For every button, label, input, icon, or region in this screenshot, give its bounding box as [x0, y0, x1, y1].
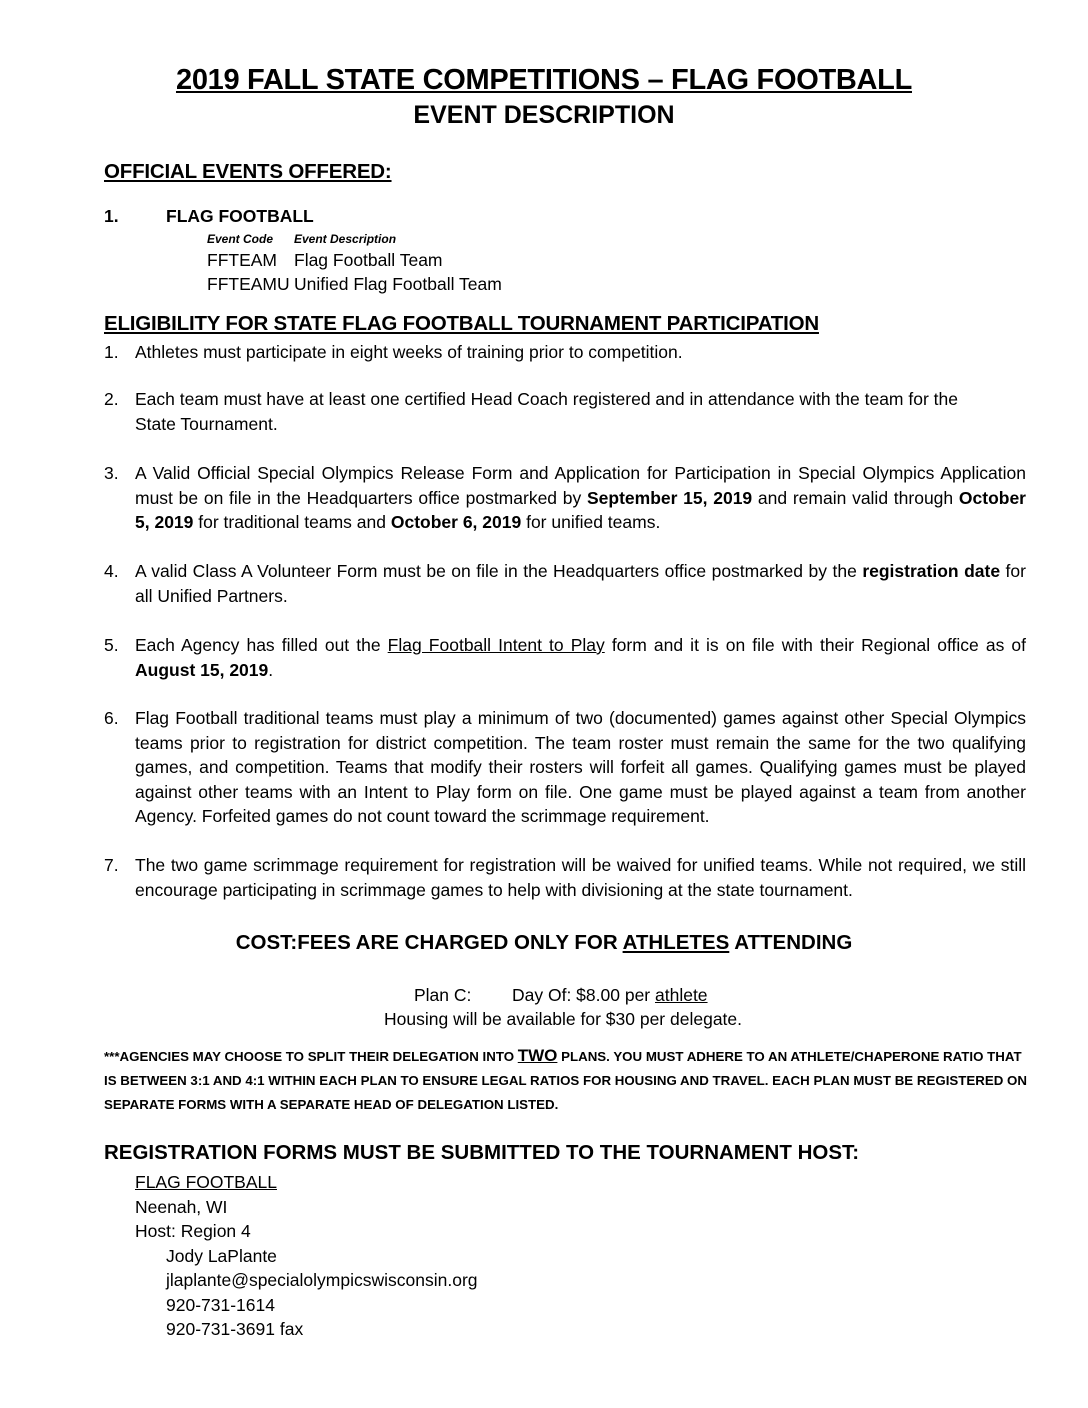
cost-heading: COST:FEES ARE CHARGED ONLY FOR ATHLETES ATTENDING: [235, 931, 853, 954]
list-number: 1.: [104, 342, 119, 362]
list-number: 6.: [104, 708, 119, 728]
list-item: [104, 461, 1026, 535]
list-text: Each Agency has filled out the Flag Football Intent to Play form and it is on file with their Regional office as of August 15, 2019.: [135, 635, 1026, 680]
list-text: Athletes must participate in eight weeks of training prior to competition.: [135, 342, 683, 362]
event-code-header: Event Code: [207, 232, 274, 246]
list-number: 2.: [104, 389, 119, 409]
plan-price: Day Of: $8.00 per athlete: [512, 985, 708, 1005]
list-text: A valid Class A Volunteer Form must be on file in the Headquarters office postmarked by the registration date for all Unified Partners.: [135, 561, 1026, 606]
registration-sport: FLAG FOOTBALL: [135, 1172, 277, 1192]
plan-label: Plan C:: [414, 985, 472, 1005]
list-item: [104, 633, 1026, 682]
event-description-header: Event Description: [294, 232, 397, 246]
list-number: 5.: [104, 635, 119, 655]
registration-heading: REGISTRATION FORMS MUST BE SUBMITTED TO THE TOURNAMENT HOST:: [104, 1141, 860, 1164]
event-row-code: FFTEAM: [207, 250, 277, 270]
list-item: [104, 559, 1026, 608]
list-text: A Valid Official Special Olympics Release Form and Application for Participation in Special Olympics Application must be on file in the Headquarters office postmarked by September 15, 2019 and remain valid through October 5, 2019 for traditional teams and October 6, 2019 for unified teams.: [135, 463, 1026, 532]
registration-city: Neenah, WI: [135, 1197, 228, 1217]
contact-name: Jody LaPlante: [166, 1246, 277, 1266]
list-number: 3.: [104, 463, 119, 483]
list-number: 4.: [104, 561, 119, 581]
contact-phone: 920-731-1614: [166, 1295, 275, 1315]
list-text: The two game scrimmage requirement for registration will be waived for unified teams. While not required, we still encourage participating in scrimmage games to help with divisioning at the state tournament.: [135, 855, 1026, 900]
list-item: [104, 387, 964, 436]
event-row-code: FFTEAMU: [207, 274, 290, 294]
page-title: 2019 FALL STATE COMPETITIONS – FLAG FOOTBALL: [175, 64, 912, 96]
delegation-note: ***AGENCIES MAY CHOOSE TO SPLIT THEIR DELEGATION INTO TWO PLANS. YOU MUST ADHERE TO AN ATHLETE/CHAPERONE RATIO THAT IS BETWEEN 3:1 AND 4:1 WITHIN EACH PLAN TO ENSURE LEGAL RATIOS FOR HOUSING AND TRAVEL. EACH PLAN MUST BE REGISTERED ON SEPARATE FORMS WITH A SEPARATE HEAD OF DELEGATION LISTED.: [104, 1046, 1027, 1112]
list-item: [104, 706, 1026, 829]
event-row-desc: Flag Football Team: [294, 250, 443, 270]
list-item: [104, 340, 1026, 365]
list-item: [104, 853, 1026, 902]
list-number: 7.: [104, 855, 119, 875]
housing-note: Housing will be available for $30 per delegate.: [384, 1009, 743, 1029]
event-number: 1.: [104, 206, 119, 226]
contact-fax: 920-731-3691 fax: [166, 1319, 304, 1339]
official-events-heading: OFFICIAL EVENTS OFFERED:: [104, 160, 392, 183]
registration-host: Host: Region 4: [135, 1221, 251, 1241]
contact-email[interactable]: jlaplante@specialolympicswisconsin.org: [166, 1270, 478, 1290]
intent-to-play-link[interactable]: Flag Football Intent to Play: [387, 635, 605, 655]
eligibility-heading: ELIGIBILITY FOR STATE FLAG FOOTBALL TOURNAMENT PARTICIPATION: [104, 312, 819, 335]
list-text: Flag Football traditional teams must play a minimum of two (documented) games against other Special Olympics teams prior to registration for district competition. The team roster must remain the same for the two qualifying games, and competition. Teams that modify their rosters will forfeit all games. Qualifying games must be played against other teams with an Intent to Play form on file. One game must be played against a team from another Agency. Forfeited games do not count toward the scrimmage requirement.: [135, 708, 1026, 826]
event-sport: FLAG FOOTBALL: [166, 206, 314, 226]
page-subtitle: EVENT DESCRIPTION: [413, 101, 675, 129]
event-row-desc: Unified Flag Football Team: [294, 274, 502, 294]
list-text: Each team must have at least one certified Head Coach registered and in attendance with the team for the State Tournament.: [135, 389, 958, 434]
